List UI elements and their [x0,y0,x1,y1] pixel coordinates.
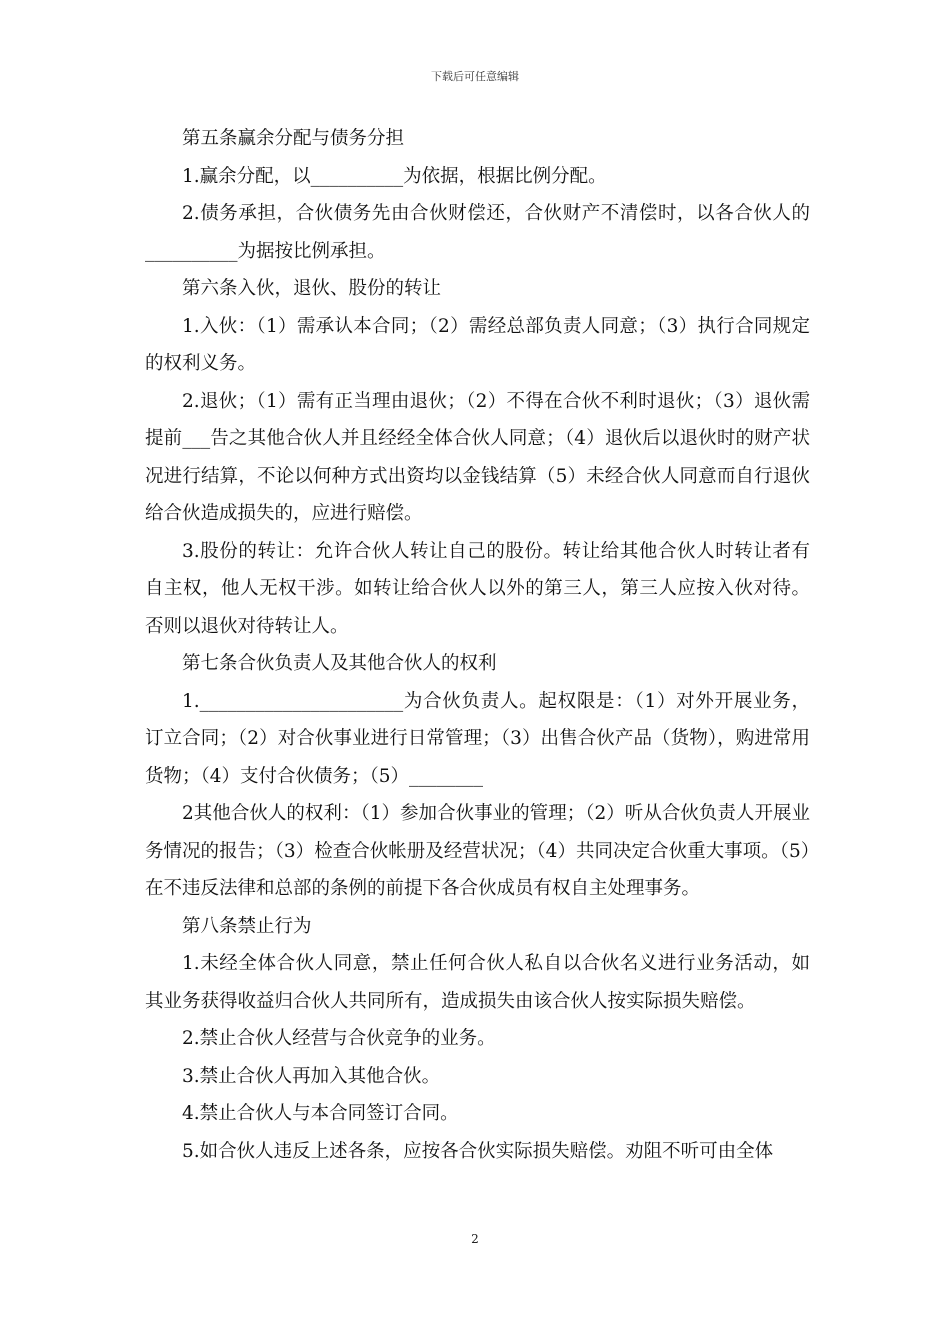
article-8-clause-4: 4.禁止合伙人与本合同签订合同。 [182,1103,459,1124]
article-8-clause-1: 1.未经全体合伙人同意，禁止任何合伙人私自以合伙名义进行业务活动，如其业务获得收益归合伙人共同所有，造成损失由该合伙人按实际损失赔偿。 [145,953,810,1012]
document-body [145,120,810,1170]
page-header: 下载后可任意编辑 [431,70,519,83]
article-8-clause-5: 5.如合伙人违反上述各条，应按各合伙实际损失赔偿。劝阻不听可由全体 [182,1140,774,1162]
article-8-clause-2: 2.禁止合伙人经营与合伙竞争的业务。 [182,1028,496,1049]
article-6-clause-3: 3.股份的转让：允许合伙人转让自己的股份。转让给其他合伙人时转让者有自主权，他人无权干涉。如转让给合伙人以外的第三人，第三人应按入伙对待。否则以退伙对待转让人。 [145,540,810,637]
article-6-clause-2: 2.退伙；（1）需有正当理由退伙；（2）不得在合伙不利时退伙；（3）退伙需提前___告之其他合伙人并且经经全体合伙人同意；（4）退伙后以退伙时的财产状况进行结算，不论以何种方式出资均以金钱结算（5）未经合伙人同意而自行退伙给合伙造成损失的，应进行赔偿。 [145,390,810,524]
article-6-clause-1: 1.入伙：（1）需承认本合同；（2）需经总部负责人同意；（3）执行合同规定的权利义务。 [145,315,810,374]
article-5-clause-1: 1.赢余分配，以__________为依据，根据比例分配。 [182,165,607,187]
article-6-heading: 第六条入伙，退伙、股份的转让 [182,278,442,299]
article-5-clause-2: 2.债务承担，合伙债务先由合伙财偿还，合伙财产不清偿时，以各合伙人的__________为据按比例承担。 [145,203,810,262]
article-8-clause-3: 3.禁止合伙人再加入其他合伙。 [182,1065,441,1087]
article-5-heading: 第五条赢余分配与债务分担 [182,128,405,149]
article-7-heading: 第七条合伙负责人及其他合伙人的权利 [182,653,497,674]
article-8-heading: 第八条禁止行为 [182,915,312,937]
page-number: 2 [471,1232,479,1246]
article-7-clause-2: 2其他合伙人的权利：（1）参加合伙事业的管理；（2）听从合伙负责人开展业务情况的报告；（3）检查合伙帐册及经营状况；（4）共同决定合伙重大事项。（5）在不违反法律和总部的条例的前提下各合伙成员有权自主处理事务。 [145,803,810,899]
article-7-clause-1: 1.______________________为合伙负责人。起权限是：（1）对外开展业务，订立合同；（2）对合伙事业进行日常管理；（3）出售合伙产品（货物），购进常用货物；（4）支付合伙债务；（5）________ [145,690,810,787]
